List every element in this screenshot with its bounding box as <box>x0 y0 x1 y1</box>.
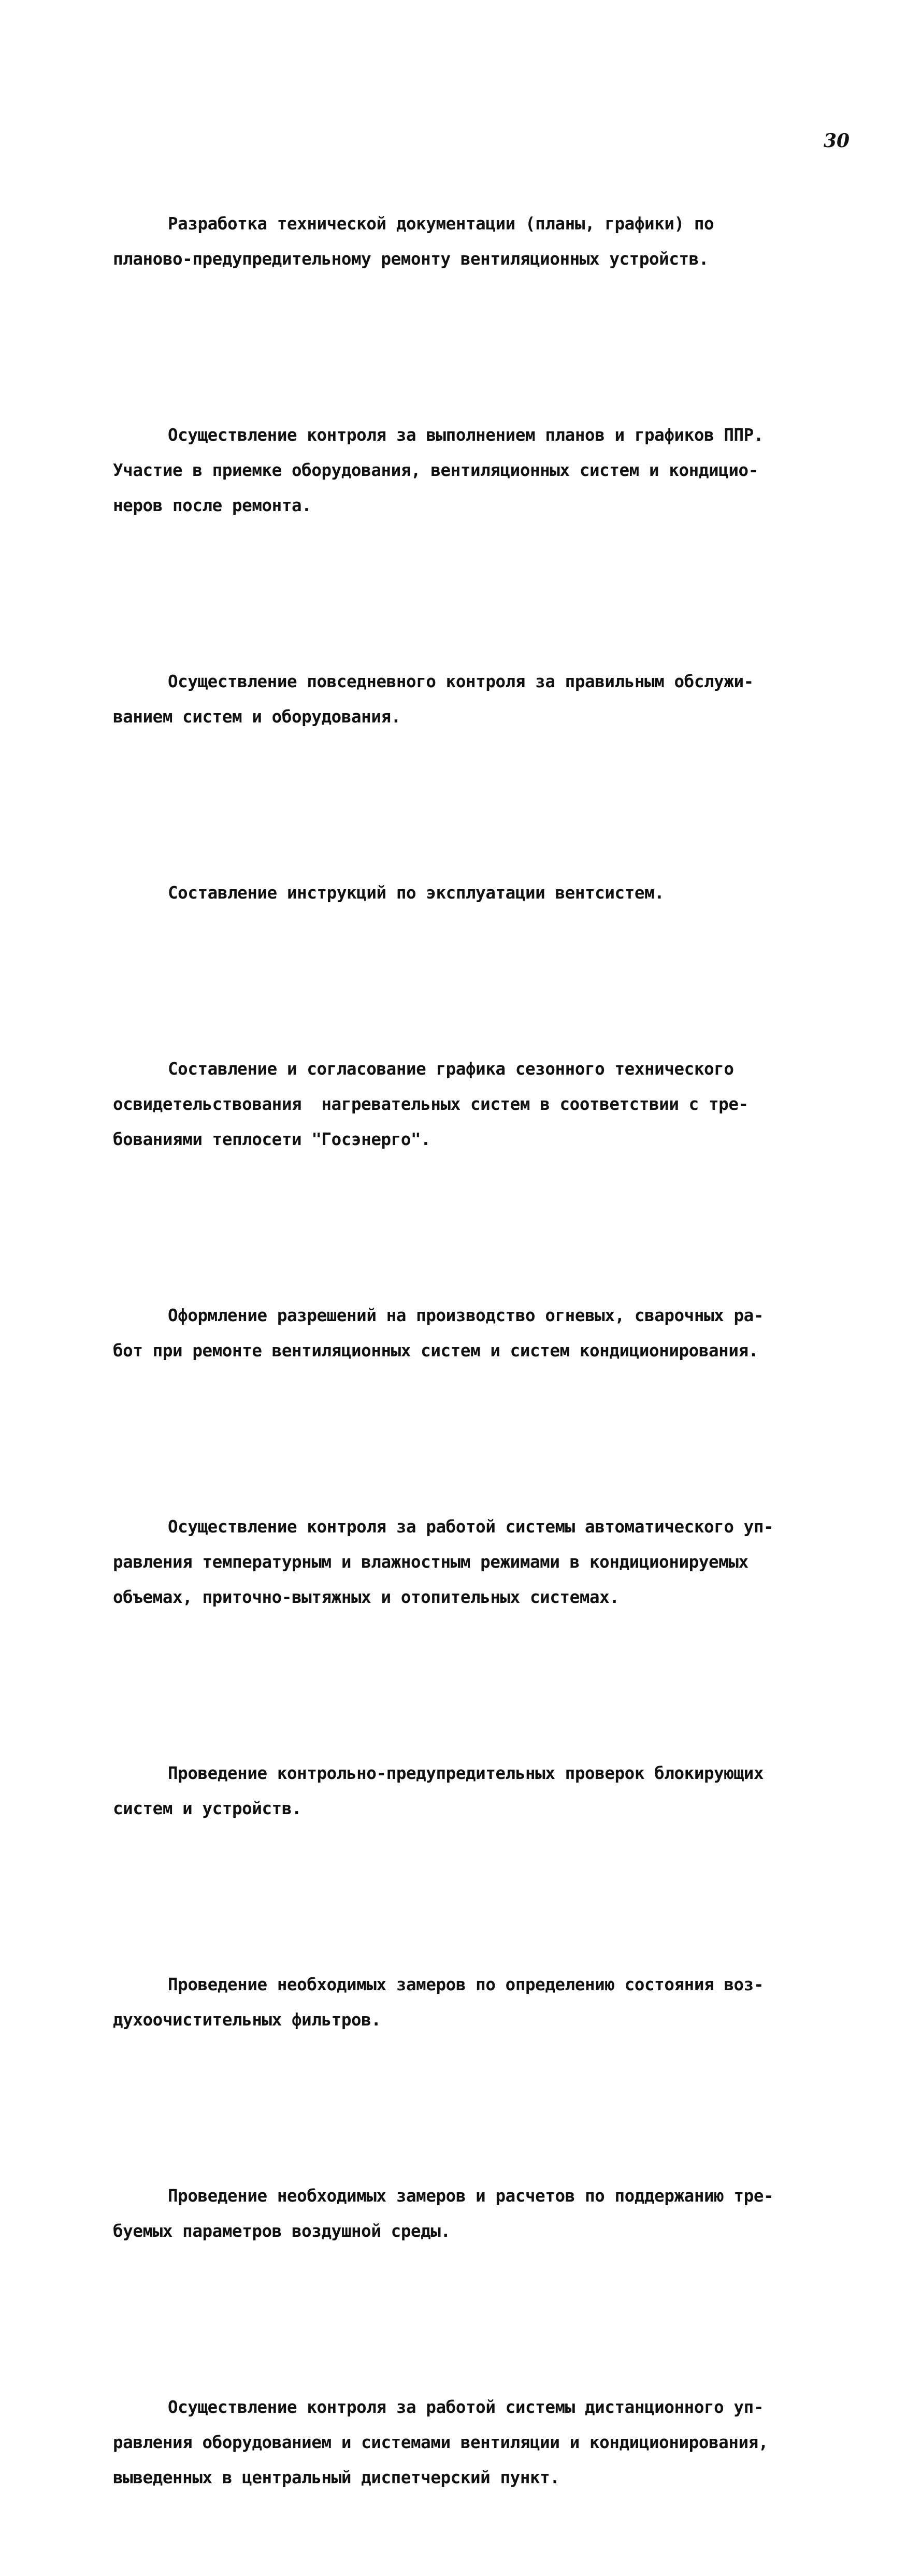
paragraph <box>113 1897 838 2108</box>
text-line: Оформление разрешений на производство огневых, сварочных ра- <box>168 1306 764 1325</box>
text-line: планово-предупредительному ремонту вентиляционных устройств. <box>113 249 709 269</box>
text-line: бот при ремонте вентиляционных систем и систем кондиционирования. <box>113 1341 758 1361</box>
paragraph <box>113 805 838 981</box>
document-body <box>113 136 838 2576</box>
text-line: объемах, приточно-вытяжных и отопительных системах. <box>113 1587 620 1607</box>
page-number: 30 <box>824 130 850 152</box>
text-line: ванием систем и оборудования. <box>113 707 401 727</box>
text-line: равления температурным и влажностным режимами в кондиционируемых <box>113 1552 749 1572</box>
paragraph <box>113 136 838 347</box>
text-line: Разработка технической документации (планы, графики) по <box>168 214 714 234</box>
text-line: Участие в приемке оборудования, вентиляционных систем и кондицио- <box>113 460 758 480</box>
text-line: Составление инструкций по эксплуатации вентсистем. <box>168 883 665 903</box>
paragraph <box>113 1227 838 1439</box>
text-line: духоочистительных фильтров. <box>113 2010 381 2030</box>
text-line: Осуществление контроля за выполнением планов и графиков ППР. <box>168 425 764 445</box>
text-line: Осуществление контроля за работой системы автоматического уп- <box>168 1517 774 1537</box>
text-line: Проведение контрольно-предупредительных проверок блокирующих <box>168 1763 764 1783</box>
paragraph <box>113 1685 838 1897</box>
text-line: систем и устройств. <box>113 1799 302 1818</box>
text-line: Осуществление повседневного контроля за правильным обслужи- <box>168 672 754 691</box>
text-line: неров после ремонта. <box>113 496 312 515</box>
text-line: Составление и согласование графика сезонного технического <box>168 1059 734 1079</box>
paragraph <box>113 2108 838 2319</box>
text-line: Проведение необходимых замеров по определению состояния воз- <box>168 1975 764 1994</box>
paragraph <box>113 981 838 1227</box>
paragraph <box>113 2566 838 2576</box>
text-line: Осуществление контроля за работой системы дистанционного уп- <box>168 2397 764 2417</box>
text-line: Проведение необходимых замеров и расчетов по поддержанию тре- <box>168 2186 774 2206</box>
paragraph <box>113 347 838 594</box>
text-line: буемых параметров воздушной среды. <box>113 2221 451 2241</box>
text-line: выведенных в центральный диспетчерский пункт. <box>113 2468 560 2487</box>
paragraph <box>113 2319 838 2566</box>
paragraph <box>113 1439 838 1685</box>
text-line: освидетельствования нагревательных систем в соответствии с тре- <box>113 1094 749 1114</box>
text-line: бованиями теплосети "Госэнерго". <box>113 1130 431 1149</box>
text-line: равления оборудованием и системами вентиляции и кондиционирования, <box>113 2433 768 2452</box>
paragraph <box>113 594 838 805</box>
